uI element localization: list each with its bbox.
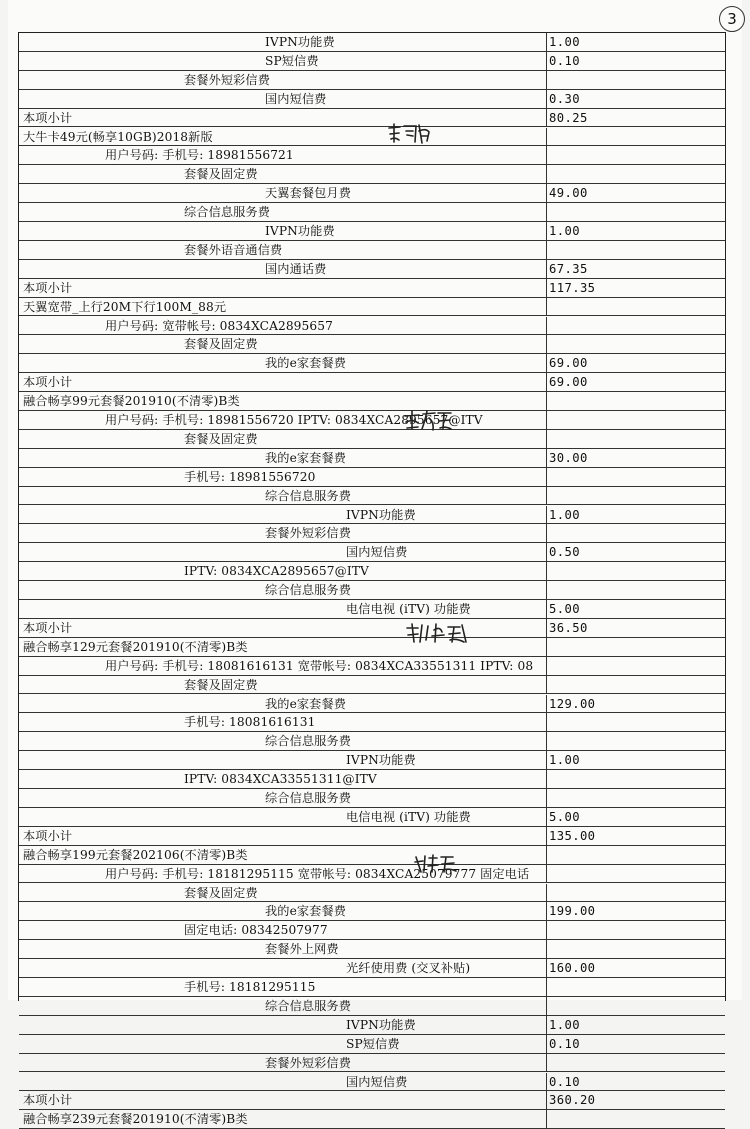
column-divider — [546, 846, 547, 865]
row-label: 大牛卡49元(畅享10GB)2018新版 — [23, 129, 213, 144]
column-divider — [546, 335, 547, 354]
column-divider — [546, 581, 547, 600]
column-divider — [546, 808, 547, 827]
row-label: IPTV: 0834XCA2895657@ITV — [184, 564, 369, 579]
row-label: 用户号码: 手机号: 18181295115 宽带帐号: 0834XCA25079777 固定电话 — [105, 866, 530, 881]
section-row — [19, 638, 725, 657]
fee-row — [19, 600, 725, 619]
row-amount: 160.00 — [549, 961, 596, 976]
row-label: 套餐及固定费 — [184, 431, 258, 446]
handwritten-signature-4 — [413, 852, 459, 876]
column-divider — [546, 241, 547, 260]
column-divider — [546, 260, 547, 279]
row-label: 我的e家套餐费 — [265, 904, 347, 919]
section-row — [19, 770, 725, 789]
column-divider — [546, 392, 547, 411]
row-label: 综合信息服务费 — [265, 488, 352, 503]
column-divider — [546, 1073, 547, 1092]
section-row — [19, 789, 725, 808]
section-row — [19, 657, 725, 676]
row-amount: 360.20 — [549, 1093, 596, 1108]
row-label: 套餐外短彩信费 — [265, 1055, 352, 1070]
handwritten-signature-2 — [403, 409, 453, 433]
column-divider — [546, 449, 547, 468]
column-divider — [546, 354, 547, 373]
row-label: 套餐外语音通信费 — [184, 242, 283, 257]
section-row — [19, 524, 725, 543]
row-label: IVPN功能费 — [346, 507, 416, 522]
row-label: 套餐及固定费 — [184, 885, 258, 900]
fee-row — [19, 279, 725, 298]
column-divider — [546, 203, 547, 222]
row-label: 融合畅享199元套餐202106(不清零)B类 — [23, 847, 248, 862]
row-label: 电信电视 (iTV) 功能费 — [346, 602, 471, 616]
row-label: 套餐及固定费 — [184, 677, 258, 692]
row-label: 融合畅享99元套餐201910(不清零)B类 — [23, 394, 240, 409]
row-label: 套餐及固定费 — [184, 337, 258, 352]
fee-row — [19, 619, 725, 638]
row-amount: 49.00 — [549, 186, 588, 201]
row-label: 综合信息服务费 — [184, 205, 271, 220]
row-amount: 69.00 — [549, 356, 588, 371]
row-amount: 30.00 — [549, 450, 588, 465]
fee-row — [19, 751, 725, 770]
section-row — [19, 411, 725, 430]
row-label: 用户号码: 手机号: 18981556720 IPTV: 0834XCA2895657@ITV — [105, 413, 483, 427]
column-divider — [546, 770, 547, 789]
row-label: 固定电话: 08342507977 — [184, 923, 328, 938]
column-divider — [546, 146, 547, 165]
column-divider — [546, 543, 547, 562]
bill-detail-table — [18, 32, 726, 1127]
row-label: SP短信费 — [346, 1036, 400, 1051]
row-label: 本项小计 — [23, 1093, 73, 1108]
fee-row — [19, 449, 725, 468]
row-label: 套餐及固定费 — [184, 167, 258, 182]
fee-row — [19, 260, 725, 279]
row-amount: 1.00 — [549, 224, 580, 238]
column-divider — [546, 978, 547, 997]
row-amount: 135.00 — [549, 828, 596, 843]
row-label: 国内短信费 — [346, 1074, 408, 1089]
row-label: 天翼宽带_上行20M下行100M_88元 — [23, 299, 227, 314]
row-label: 手机号: 18981556720 — [184, 469, 316, 484]
row-label: 本项小计 — [23, 280, 73, 295]
column-divider — [546, 1035, 547, 1054]
row-amount: 129.00 — [549, 696, 596, 711]
section-row — [19, 146, 725, 165]
row-amount: 36.50 — [549, 620, 588, 635]
section-row — [19, 468, 725, 487]
column-divider — [546, 695, 547, 714]
column-divider — [546, 751, 547, 770]
row-label: 融合畅享129元套餐201910(不清零)B类 — [23, 639, 248, 654]
column-divider — [546, 109, 547, 128]
row-amount: 5.00 — [549, 602, 580, 616]
row-amount: 0.10 — [549, 1036, 580, 1051]
fee-row — [19, 543, 725, 562]
section-row — [19, 732, 725, 751]
column-divider — [546, 279, 547, 298]
column-divider — [546, 430, 547, 449]
row-label: 综合信息服务费 — [265, 734, 352, 749]
row-amount: 1.00 — [549, 35, 580, 49]
column-divider — [546, 1054, 547, 1073]
row-label: 国内短信费 — [346, 545, 408, 560]
row-label: IVPN功能费 — [346, 753, 416, 768]
section-row — [19, 71, 725, 90]
row-label: SP短信费 — [265, 53, 319, 68]
row-label: 综合信息服务费 — [265, 791, 352, 805]
row-label: IVPN功能费 — [265, 35, 335, 49]
row-label: 综合信息服务费 — [265, 583, 352, 598]
handwritten-signature-1 — [386, 122, 432, 146]
section-row — [19, 884, 725, 903]
column-divider — [546, 657, 547, 676]
column-divider — [546, 884, 547, 903]
column-divider — [546, 562, 547, 581]
row-label: 光纤使用费 (交叉补贴) — [346, 961, 471, 976]
row-label: 本项小计 — [23, 110, 73, 125]
section-row — [19, 676, 725, 695]
column-divider — [546, 524, 547, 543]
section-row — [19, 978, 725, 997]
row-label: 用户号码: 手机号: 18081616131 宽带帐号: 0834XCA33551311 IPTV: 08 — [105, 658, 534, 673]
column-divider — [546, 865, 547, 884]
row-label: 国内短信费 — [265, 91, 327, 106]
fee-row — [19, 222, 725, 241]
column-divider — [546, 732, 547, 751]
row-label: 本项小计 — [23, 620, 73, 635]
column-divider — [546, 600, 547, 619]
fee-row — [19, 354, 725, 373]
row-amount: 117.35 — [549, 280, 596, 295]
column-divider — [546, 676, 547, 695]
fee-row — [19, 33, 725, 52]
row-label: 我的e家套餐费 — [265, 696, 347, 711]
fee-row — [19, 1091, 725, 1110]
fee-row — [19, 52, 725, 71]
fee-row — [19, 109, 725, 128]
row-amount: 1.00 — [549, 753, 580, 768]
section-row — [19, 430, 725, 449]
fee-row — [19, 808, 725, 827]
column-divider — [546, 165, 547, 184]
section-row — [19, 581, 725, 600]
column-divider — [546, 619, 547, 638]
section-row — [19, 713, 725, 732]
row-label: 手机号: 18081616131 — [184, 715, 316, 730]
row-amount: 1.00 — [549, 1017, 580, 1032]
row-label: 套餐外短彩信费 — [184, 72, 271, 87]
column-divider — [546, 184, 547, 203]
section-row — [19, 298, 725, 317]
row-amount: 67.35 — [549, 261, 588, 276]
row-label: 我的e家套餐费 — [265, 450, 347, 465]
column-divider — [546, 921, 547, 940]
column-divider — [546, 298, 547, 317]
column-divider — [546, 222, 547, 241]
fee-row — [19, 695, 725, 714]
section-row — [19, 940, 725, 959]
column-divider — [546, 71, 547, 90]
fee-row — [19, 1035, 725, 1054]
row-amount: 1.00 — [549, 507, 580, 522]
fee-row — [19, 506, 725, 525]
row-label: 本项小计 — [23, 828, 73, 843]
column-divider — [546, 959, 547, 978]
section-row — [19, 317, 725, 336]
fee-row — [19, 959, 725, 978]
column-divider — [546, 1091, 547, 1110]
row-label: IPTV: 0834XCA33551311@ITV — [184, 772, 377, 787]
section-row — [19, 128, 725, 147]
row-label: 套餐外上网费 — [265, 942, 339, 957]
handwritten-signature-3 — [404, 622, 470, 646]
page-number-circle: 3 — [719, 6, 745, 32]
fee-row — [19, 827, 725, 846]
column-divider — [546, 638, 547, 657]
row-label: 综合信息服务费 — [265, 998, 352, 1013]
row-label: 我的e家套餐费 — [265, 356, 347, 371]
column-divider — [546, 940, 547, 959]
row-label: IVPN功能费 — [346, 1017, 416, 1032]
row-amount: 0.10 — [549, 1074, 580, 1089]
section-row — [19, 1054, 725, 1073]
row-label: 天翼套餐包月费 — [265, 186, 352, 201]
column-divider — [546, 713, 547, 732]
column-divider — [546, 317, 547, 336]
column-divider — [546, 90, 547, 109]
bill-page — [8, 0, 742, 1127]
column-divider — [546, 506, 547, 525]
column-divider — [546, 902, 547, 921]
row-label: 用户号码: 宽带帐号: 0834XCA2895657 — [105, 318, 333, 333]
section-row — [19, 865, 725, 884]
row-label: 套餐外短彩信费 — [265, 526, 352, 541]
row-label: 本项小计 — [23, 375, 73, 390]
row-label: 用户号码: 手机号: 18981556721 — [105, 148, 294, 163]
section-row — [19, 165, 725, 184]
column-divider — [546, 373, 547, 392]
column-divider — [546, 789, 547, 808]
row-amount: 199.00 — [549, 904, 596, 919]
section-row — [19, 392, 725, 411]
column-divider — [546, 827, 547, 846]
section-row — [19, 487, 725, 506]
section-row — [19, 921, 725, 940]
fee-row — [19, 90, 725, 109]
row-label: 手机号: 18181295115 — [184, 980, 316, 994]
fee-row — [19, 1073, 725, 1092]
row-label: 融合畅享239元套餐201910(不清零)B类 — [23, 1112, 248, 1127]
fee-row — [19, 1016, 725, 1035]
column-divider — [546, 52, 547, 71]
row-label: 电信电视 (iTV) 功能费 — [346, 809, 471, 824]
row-label: IVPN功能费 — [265, 224, 335, 238]
column-divider — [546, 1110, 547, 1129]
column-divider — [546, 411, 547, 430]
section-row — [19, 562, 725, 581]
row-label: 国内通话费 — [265, 261, 327, 276]
section-row — [19, 241, 725, 260]
row-amount: 0.30 — [549, 91, 580, 106]
column-divider — [546, 487, 547, 506]
section-row — [19, 335, 725, 354]
section-row — [19, 846, 725, 865]
row-amount: 69.00 — [549, 375, 588, 390]
fee-row — [19, 373, 725, 392]
row-amount: 0.10 — [549, 53, 580, 68]
section-row — [19, 1110, 725, 1129]
column-divider — [546, 128, 547, 147]
section-row — [19, 203, 725, 222]
row-amount: 5.00 — [549, 809, 580, 824]
row-amount: 0.50 — [549, 545, 580, 560]
column-divider — [546, 33, 547, 52]
fee-row — [19, 902, 725, 921]
column-divider — [546, 468, 547, 487]
row-amount: 80.25 — [549, 110, 588, 125]
column-divider — [546, 1016, 547, 1035]
fee-row — [19, 184, 725, 203]
